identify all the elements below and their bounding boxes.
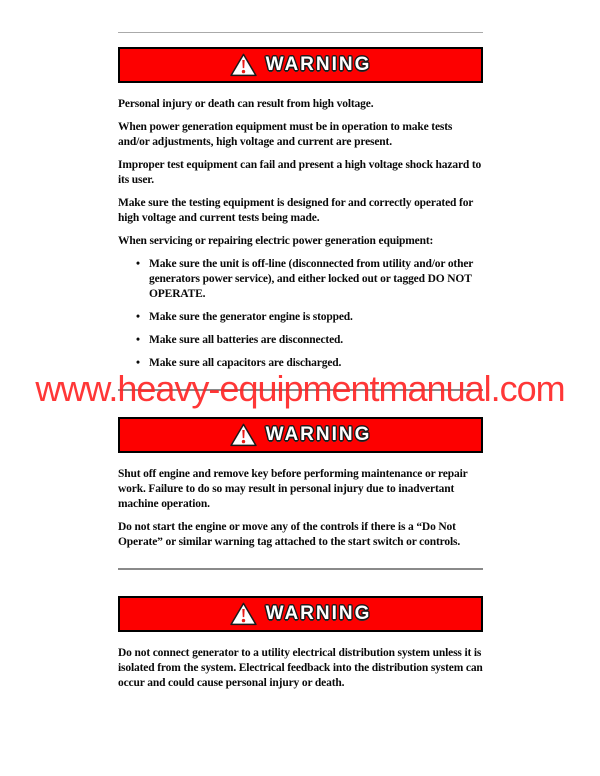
warning-section-shut-off-engine bbox=[118, 417, 483, 550]
warning-banner-label: WARNING bbox=[265, 424, 372, 445]
section-divider-2 bbox=[118, 568, 483, 570]
watermark-text: www.heavy-equipmentmanual.com bbox=[35, 368, 565, 409]
bullet-item: • Make sure all batteries are disconnected. bbox=[136, 333, 483, 348]
bullet-item: • Make sure all capacitors are discharged. bbox=[136, 356, 483, 371]
warning-banner-label: WARNING bbox=[265, 603, 372, 624]
warning-banner-3 bbox=[118, 596, 483, 632]
top-rule bbox=[118, 32, 483, 33]
warning-triangle-icon bbox=[230, 53, 257, 77]
warning-banner-label: WARNING bbox=[265, 54, 372, 75]
bullet-item: • Make sure the generator engine is stopped. bbox=[136, 310, 483, 325]
warning-banner-2 bbox=[118, 417, 483, 453]
warning-paragraph: When power generation equipment must be in operation to make tests and/or adjustments, high voltage and current are present. bbox=[118, 121, 453, 148]
warning-triangle-icon bbox=[230, 423, 257, 447]
warning-triangle-icon bbox=[230, 602, 257, 626]
warning-section-utility-connection bbox=[118, 596, 483, 691]
warning-paragraph: Make sure the testing equipment is designed for and correctly operated for high voltage and current tests being made. bbox=[118, 197, 474, 224]
warning-paragraph: When servicing or repairing electric power generation equipment: bbox=[118, 235, 434, 247]
warning-paragraph: Do not connect generator to a utility electrical distribution system unless it is isolated from the system. Electrical feedback into the distribution system can occur and could cause personal injury or death. bbox=[118, 647, 483, 689]
warning-paragraph: Do not start the engine or move any of the controls if there is a “Do Not Operate” or similar warning tag attached to the start switch or controls. bbox=[118, 521, 461, 548]
warning-paragraph: Personal injury or death can result from high voltage. bbox=[118, 98, 374, 110]
section-divider-1 bbox=[118, 389, 483, 391]
safety-checklist bbox=[136, 257, 483, 371]
warning-paragraph: Improper test equipment can fail and present a high voltage shock hazard to its user. bbox=[118, 159, 482, 186]
warning-paragraph: Shut off engine and remove key before performing maintenance or repair work. Failure to do so may result in personal injury due to inadvertant machine operation. bbox=[118, 468, 468, 510]
warning-section-high-voltage bbox=[118, 47, 483, 371]
warning-banner-1 bbox=[118, 47, 483, 83]
bullet-item: • Make sure the unit is off-line (disconnected from utility and/or other generators power service), and either locked out or tagged DO NOT OPERATE. bbox=[136, 257, 483, 302]
